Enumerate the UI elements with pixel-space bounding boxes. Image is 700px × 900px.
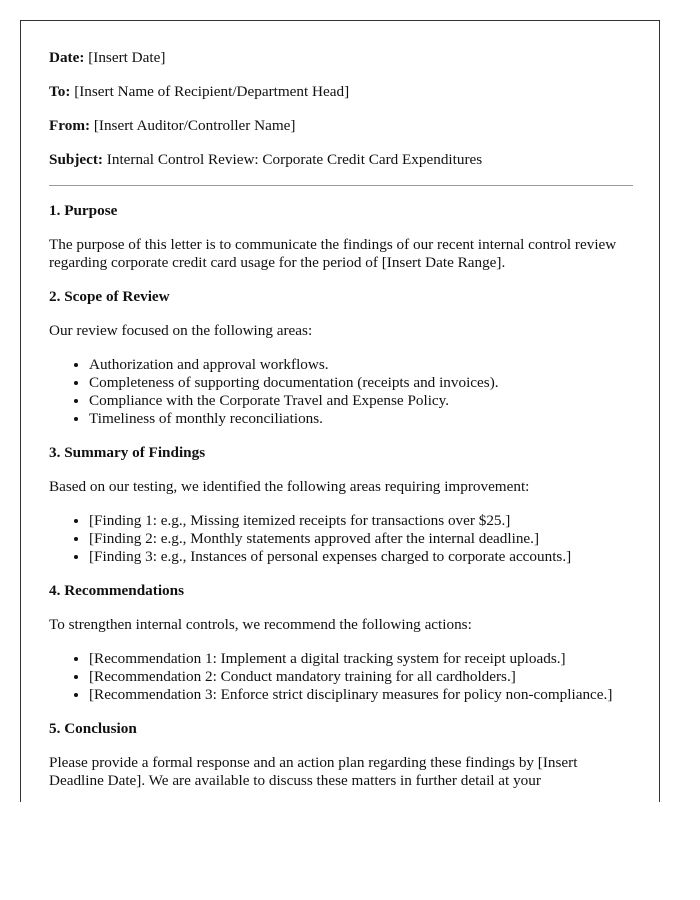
section-recommendations bbox=[49, 582, 631, 704]
findings-list bbox=[49, 512, 631, 566]
from-value: [Insert Auditor/Controller Name] bbox=[93, 117, 296, 134]
list-item: • Authorization and approval workflows. bbox=[89, 356, 631, 374]
scope-list bbox=[49, 356, 631, 428]
section-text: Our review focused on the following areas: bbox=[49, 322, 313, 339]
section-text: To strengthen internal controls, we recommend the following actions: bbox=[49, 616, 472, 633]
list-item: • [Finding 2: e.g., Monthly statements approved after the internal deadline.] bbox=[89, 530, 631, 548]
date-line bbox=[49, 49, 631, 67]
letter-page bbox=[20, 20, 660, 802]
section-heading: 5. Conclusion bbox=[49, 720, 137, 737]
list-item: • Timeliness of monthly reconciliations. bbox=[89, 410, 631, 428]
from-label: From: bbox=[49, 117, 91, 134]
subject-label: Subject: bbox=[49, 151, 103, 168]
recommendations-list bbox=[49, 650, 631, 704]
to-line bbox=[49, 83, 631, 101]
section-text: The purpose of this letter is to communicate the findings of our recent internal control review regarding corporate credit card usage for the period of [Insert Date Range]. bbox=[49, 236, 617, 271]
section-heading: 1. Purpose bbox=[49, 202, 118, 219]
section-heading: 3. Summary of Findings bbox=[49, 444, 206, 461]
list-item: • [Recommendation 1: Implement a digital tracking system for receipt uploads.] bbox=[89, 650, 631, 668]
list-item: • Completeness of supporting documentation (receipts and invoices). bbox=[89, 374, 631, 392]
section-scope bbox=[49, 288, 631, 428]
to-label: To: bbox=[49, 83, 71, 100]
section-text: Based on our testing, we identified the following areas requiring improvement: bbox=[49, 478, 530, 495]
list-item: • [Finding 1: e.g., Missing itemized receipts for transactions over $25.] bbox=[89, 512, 631, 530]
from-line bbox=[49, 117, 631, 135]
section-heading: 4. Recommendations bbox=[49, 582, 184, 599]
section-purpose bbox=[49, 202, 631, 272]
header-divider bbox=[49, 185, 633, 186]
date-value: [Insert Date] bbox=[88, 49, 166, 66]
subject-value: Internal Control Review: Corporate Credit Card Expenditures bbox=[106, 151, 483, 168]
date-label: Date: bbox=[49, 49, 85, 66]
section-findings bbox=[49, 444, 631, 566]
list-item: • [Finding 3: e.g., Instances of personal expenses charged to corporate accounts.] bbox=[89, 548, 631, 566]
to-value: [Insert Name of Recipient/Department Head] bbox=[74, 83, 350, 100]
list-item: • Compliance with the Corporate Travel and Expense Policy. bbox=[89, 392, 631, 410]
section-text: Please provide a formal response and an action plan regarding these findings by [Insert Deadline Date]. We are available to discuss these matters in further detail at your bbox=[49, 754, 578, 789]
letter-content bbox=[21, 21, 659, 790]
section-conclusion bbox=[49, 720, 631, 790]
subject-line bbox=[49, 151, 631, 169]
list-item: • [Recommendation 2: Conduct mandatory training for all cardholders.] bbox=[89, 668, 631, 686]
section-heading: 2. Scope of Review bbox=[49, 288, 170, 305]
list-item: • [Recommendation 3: Enforce strict disciplinary measures for policy non-compliance.] bbox=[89, 686, 631, 704]
letter-header bbox=[49, 49, 631, 169]
